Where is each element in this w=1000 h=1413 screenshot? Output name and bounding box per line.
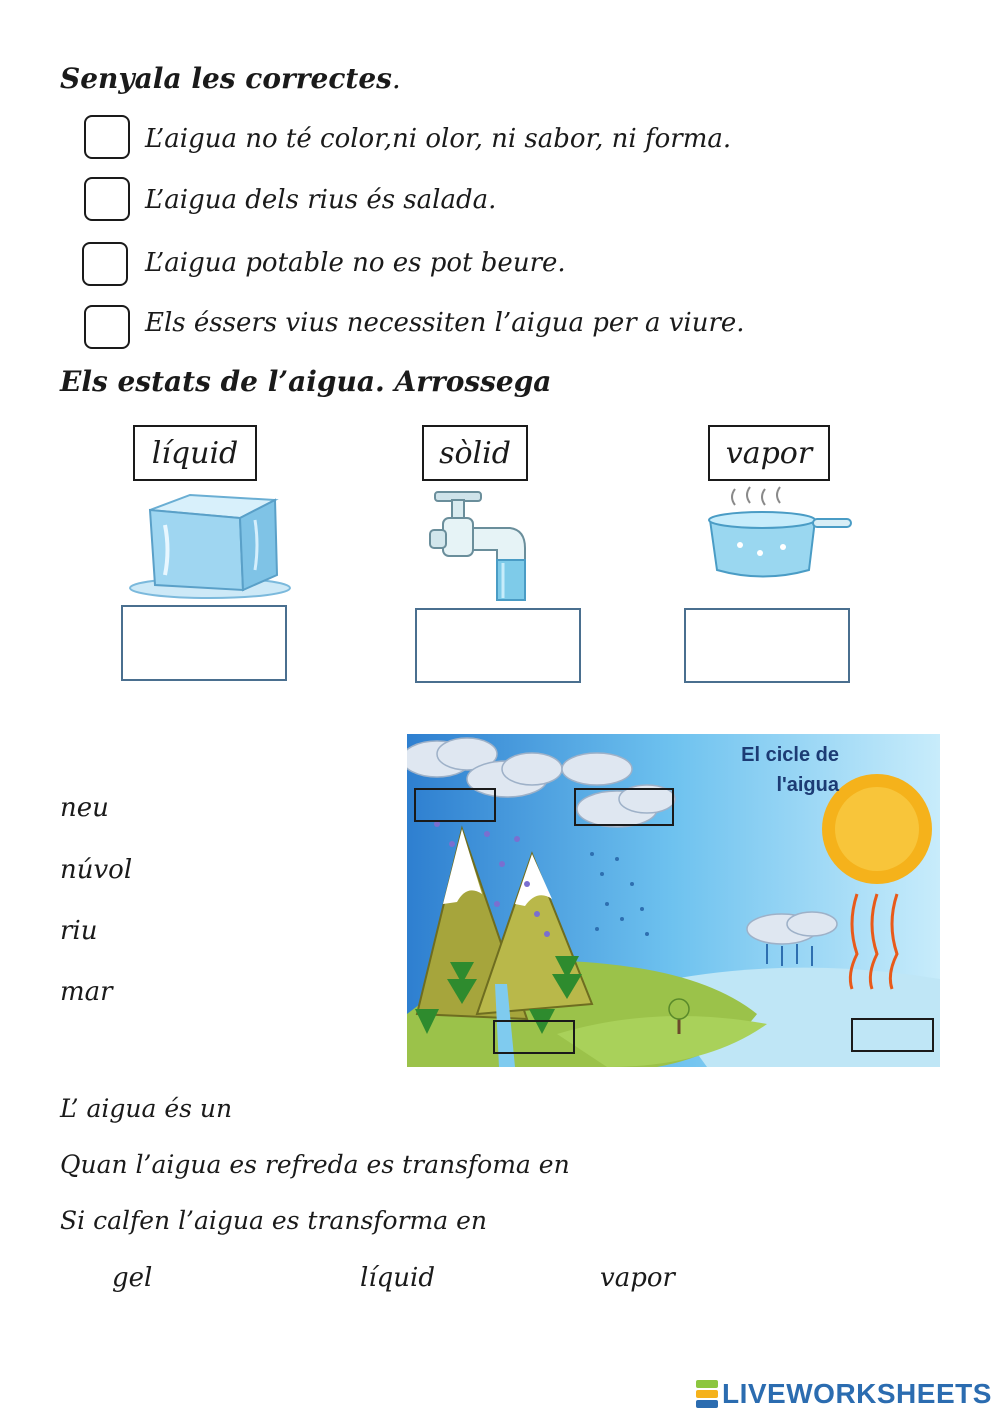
water-tap-image (425, 488, 545, 603)
section-title-correct: Senyala les correctes. (60, 62, 401, 95)
cycle-word-sea[interactable]: mar (60, 977, 113, 1007)
section-title-states: Els estats de l’aigua. Arrossega (60, 365, 552, 398)
drag-label-solid[interactable]: sòlid (422, 425, 528, 481)
cycle-word-river[interactable]: riu (60, 916, 98, 946)
boiling-pot-image (705, 485, 855, 585)
cycle-word-cloud[interactable]: núvol (60, 855, 133, 885)
option-gel[interactable]: gel (112, 1263, 153, 1293)
logo-icon (696, 1380, 718, 1408)
cycle-word-snow[interactable]: neu (60, 793, 109, 823)
cycle-drop-river[interactable] (493, 1020, 575, 1054)
sentence-1: L’ aigua és un (60, 1094, 233, 1123)
checkbox-statement-1[interactable] (84, 115, 130, 159)
cycle-drop-cloud[interactable] (574, 788, 674, 826)
logo-text: LIVEWORKSHEETS (722, 1378, 992, 1409)
checkbox-statement-4[interactable] (84, 305, 130, 349)
drop-box-pot[interactable] (684, 608, 850, 683)
drop-box-tap[interactable] (415, 608, 581, 683)
sentence-3: Si calfen l’aigua es transforma en (60, 1206, 487, 1235)
option-vapor[interactable]: vapor (600, 1263, 675, 1293)
statement-1: L’aigua no té color,ni olor, ni sabor, ni forma. (145, 124, 732, 154)
cycle-title: El cicle de l'aigua (741, 744, 839, 796)
drag-label-liquid[interactable]: líquid (133, 425, 257, 481)
option-liquid[interactable]: líquid (360, 1263, 435, 1293)
statement-2: L’aigua dels rius és salada. (145, 185, 497, 215)
checkbox-statement-3[interactable] (82, 242, 128, 286)
cycle-drop-sea[interactable] (851, 1018, 934, 1052)
ice-cube-image (125, 490, 295, 605)
checkbox-statement-2[interactable] (84, 177, 130, 221)
statement-3: L’aigua potable no es pot beure. (145, 248, 566, 278)
liveworksheets-logo (696, 1378, 992, 1410)
drop-box-ice[interactable] (121, 605, 287, 681)
sentence-2: Quan l’aigua es refreda es transfoma en (60, 1150, 570, 1179)
cycle-drop-mountain-top[interactable] (414, 788, 496, 822)
drag-label-vapor[interactable]: vapor (708, 425, 830, 481)
statement-4: Els éssers vius necessiten l’aigua per a viure. (145, 308, 745, 338)
